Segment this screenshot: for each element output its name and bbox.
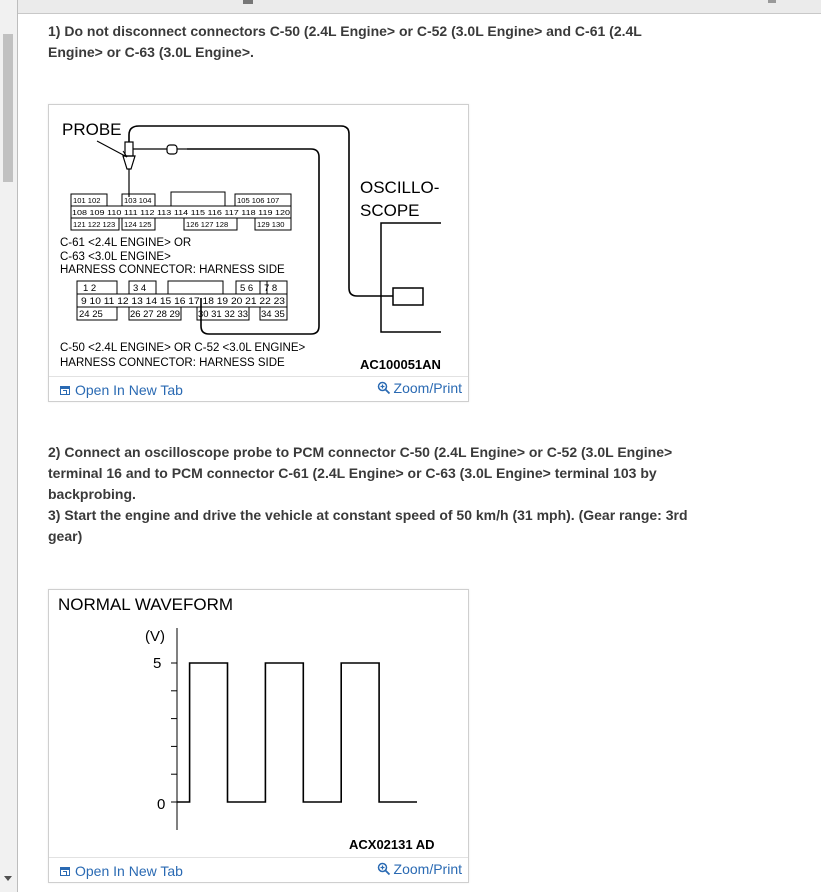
header-fragment <box>243 0 253 4</box>
scrollbar-thumb[interactable] <box>3 34 13 182</box>
conn-top-row3-a: 121 122 123 <box>73 220 116 229</box>
conn-top-row3-d: 129 130 <box>257 220 285 229</box>
waveform-series-line <box>177 663 417 802</box>
figure-connector-diagram <box>48 104 469 402</box>
conn-bot-row3-b: 26 27 28 29 <box>130 309 180 320</box>
oscilloscope-input <box>393 288 423 305</box>
y-axis-unit: (V) <box>145 628 165 645</box>
zoom-print-label: Zoom/Print <box>393 861 462 877</box>
open-in-new-tab-label: Open In New Tab <box>75 863 183 879</box>
step-1-text: 1) Do not disconnect connectors C-50 (2.4L Engine> or C-52 (3.0L Engine> and C-61 (2.4L Engine> or C-63 (3.0L Engine>. <box>48 23 642 60</box>
conn-top-caption-1: C-61 <2.4L ENGINE> OR <box>60 237 192 249</box>
header-fragment <box>768 0 776 3</box>
open-in-new-tab-link[interactable] <box>60 382 183 398</box>
conn-bot-row1-a: 1 2 <box>83 283 97 294</box>
scroll-down-arrow-icon[interactable] <box>4 876 12 881</box>
probe-body <box>125 142 133 156</box>
conn-bot-row1-d: 7 8 <box>264 283 278 294</box>
y-tick-label-5: 5 <box>153 655 162 672</box>
conn-bot-row3-c: 30 31 32 33 <box>198 309 248 320</box>
step-3-text: 3) Start the engine and drive the vehicle at constant speed of 50 km/h (31 mph). (Gear range: 3rd gear) <box>48 507 688 544</box>
scope-label-1: OSCILLO- <box>360 178 440 197</box>
figure-normal-waveform <box>48 589 469 883</box>
probe-label: PROBE <box>62 120 122 139</box>
zoom-print-link[interactable] <box>377 861 462 877</box>
step-2-text: 2) Connect an oscilloscope probe to PCM connector C-50 (2.4L Engine> or C-52 (3.0L Engine> terminal 16 and to PCM connector C-61 (2.4L Engine> or C-63 (3.0L Engine> terminal 103 by backprobing. <box>48 444 673 502</box>
zoom-icon <box>377 381 391 395</box>
probe-clip <box>167 145 177 154</box>
conn-top-row3-c: 126 127 128 <box>186 220 229 229</box>
conn-top-row2: 108 109 110 111 112 113 114 115 116 117 118 119 120 <box>72 208 290 217</box>
open-in-new-tab-link[interactable] <box>60 863 183 879</box>
open-in-new-tab-label: Open In New Tab <box>75 382 183 398</box>
conn-top-caption-3: HARNESS CONNECTOR: HARNESS SIDE <box>60 264 285 276</box>
zoom-print-label: Zoom/Print <box>393 380 462 396</box>
conn-bot-row1-b: 3 4 <box>133 283 147 294</box>
conn-bot-row1-c: 5 6 <box>240 283 254 294</box>
figure-2-code: ACX02131 AD <box>349 837 435 852</box>
open-new-tab-icon <box>60 386 70 395</box>
connector-diagram-svg <box>49 105 468 375</box>
waveform-title: NORMAL WAVEFORM <box>58 595 234 614</box>
conn-bot-row2: 9 10 11 12 13 14 15 16 17 18 19 20 21 22 23 <box>81 296 285 307</box>
open-new-tab-icon <box>60 867 70 876</box>
conn-bot-caption-2: HARNESS CONNECTOR: HARNESS SIDE <box>60 357 285 369</box>
figure-2-links <box>49 857 468 882</box>
y-axis-ticks <box>171 663 177 802</box>
conn-bot-caption-1: C-50 <2.4L ENGINE> OR C-52 <3.0L ENGINE> <box>60 342 306 354</box>
zoom-icon <box>377 862 391 876</box>
zoom-print-link[interactable] <box>377 380 462 396</box>
conn-top-caption-2: C-63 <3.0L ENGINE> <box>60 251 171 263</box>
oscilloscope-body <box>381 223 441 332</box>
top-header-strip <box>18 0 821 14</box>
conn-bot-row3-a: 24 25 <box>79 309 103 320</box>
scope-label-2: SCOPE <box>360 201 420 220</box>
figure-1-links <box>49 376 468 401</box>
figure-1-code: AC100051AN <box>360 357 441 372</box>
probe-leader-line <box>97 141 127 157</box>
conn-bot-row3-d: 34 35 <box>261 309 285 320</box>
conn-top-row1-b: 103 104 <box>124 196 152 205</box>
conn-top-row1-a: 101 102 <box>73 196 101 205</box>
waveform-chart <box>49 590 468 856</box>
y-tick-label-0: 0 <box>157 796 166 813</box>
conn-top-row3-b: 124 125 <box>124 220 152 229</box>
conn-top-row1-c: 105 106 107 <box>237 196 280 205</box>
window-scrollbar[interactable] <box>0 0 18 892</box>
